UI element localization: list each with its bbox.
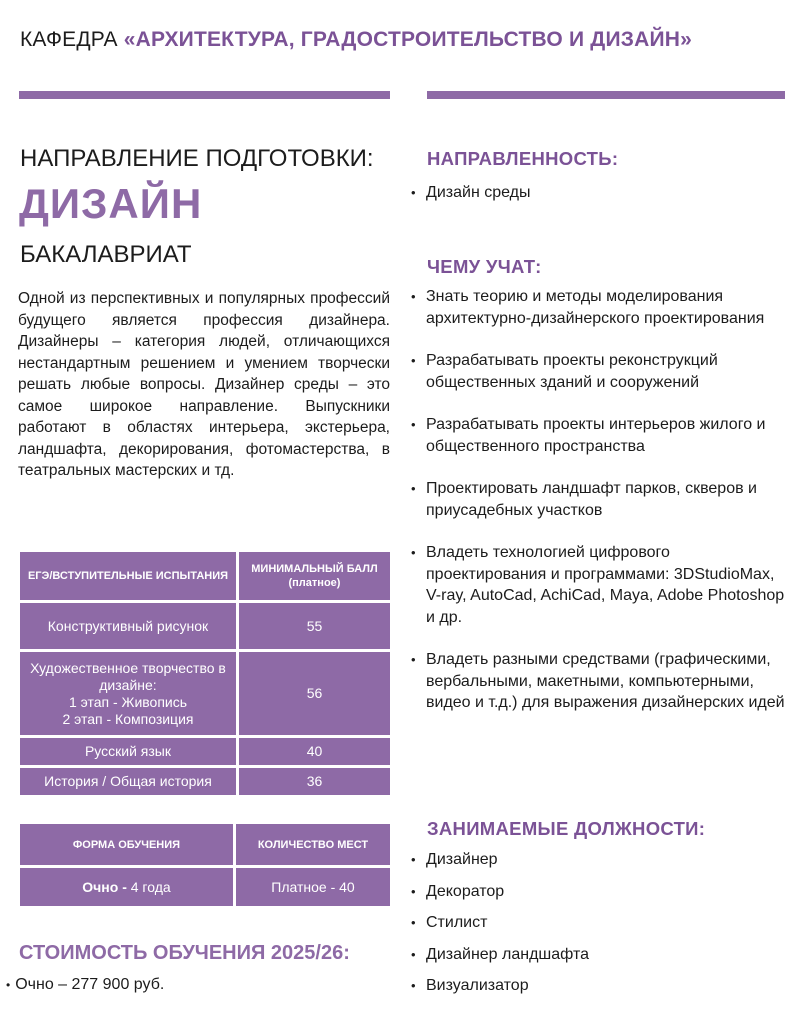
exams-table-header — [19, 551, 392, 602]
list-item: • Визуализатор — [411, 975, 791, 997]
table-row — [19, 737, 392, 767]
header-prefix: КАФЕДРА — [20, 28, 118, 51]
list-item: • Разрабатывать проекты интерьеров жилого и общественного пространства — [411, 414, 791, 457]
form-header-places: КОЛИЧЕСТВО МЕСТ — [234, 823, 391, 867]
program-label: НАПРАВЛЕНИЕ ПОДГОТОВКИ: — [20, 145, 374, 172]
program-name: ДИЗАЙН — [19, 180, 203, 227]
list-item: • Владеть разными средствами (графическими, вербальными, макетными, компьютерными, видео и т.д.) для выражения дизайнерских идей — [411, 649, 791, 714]
list-item: • Дизайн среды — [411, 182, 791, 204]
divider-right — [427, 91, 785, 99]
study-form-duration: 4 года — [126, 878, 171, 895]
list-item: • Знать теорию и методы моделирования архитектурно-дизайнерского проектирования — [411, 286, 791, 329]
exam-score: 36 — [237, 767, 391, 797]
table-row — [19, 651, 392, 737]
exam-score: 56 — [237, 651, 391, 737]
exams-table — [17, 549, 393, 798]
page-header — [20, 28, 692, 52]
cost-value: Очно – 277 900 руб. — [15, 976, 165, 993]
department-name: «АРХИТЕКТУРА, ГРАДОСТРОИТЕЛЬСТВО И ДИЗАЙН» — [123, 28, 693, 51]
table-row — [19, 767, 392, 797]
exam-name: Русский язык — [19, 737, 238, 767]
program-description: Одной из перспективных и популярных профессий будущего является профессия дизайнера. Дизайнеры – категория людей, отличающихся нестандартным решением и умением творчески решать любые вопросы. Дизайнер среды – это самое широкое направление. Выпускники работают в областях интерьера, экстерьера, ландшафта, декорирования, фотомастерства, в театральных мастерских и тд. — [18, 290, 390, 479]
list-item: • Владеть технологией цифрового проектирования и программами: 3DStudioMax, V-ray, AutoCad, AchiCad, Maya, Adobe Photoshop и др. — [411, 542, 791, 628]
places-count: Платное - 40 — [234, 867, 391, 908]
teach-title: ЧЕМУ УЧАТ: — [427, 256, 542, 277]
list-item: • Стилист — [411, 912, 791, 934]
focus-list — [411, 182, 791, 204]
exam-score: 55 — [237, 602, 391, 651]
list-item: • Декоратор — [411, 881, 791, 903]
list-item: • Разрабатывать проекты реконструкций общественных зданий и сооружений — [411, 350, 791, 393]
study-form — [19, 867, 235, 908]
focus-title: НАПРАВЛЕННОСТЬ: — [427, 148, 619, 169]
teach-list — [411, 286, 791, 714]
exam-score: 40 — [237, 737, 391, 767]
form-header-form: ФОРМА ОБУЧЕНИЯ — [19, 823, 235, 867]
exams-header-score: МИНИМАЛЬНЫЙ БАЛЛ (платное) — [237, 551, 391, 602]
exams-header-exam: ЕГЭ/ВСТУПИТЕЛЬНЫЕ ИСПЫТАНИЯ — [19, 551, 238, 602]
exam-name: Конструктивный рисунок — [19, 602, 238, 651]
bullet-icon: • — [6, 978, 11, 992]
degree-level: БАКАЛАВРИАТ — [20, 241, 192, 268]
list-item: • Дизайнер ландшафта — [411, 944, 791, 966]
divider-left — [19, 91, 390, 99]
study-form-table — [17, 821, 393, 909]
form-table-header — [19, 823, 392, 867]
table-row — [19, 602, 392, 651]
exam-name: История / Общая история — [19, 767, 238, 797]
study-form-type: Очно - — [82, 878, 127, 895]
cost-item — [6, 976, 164, 994]
list-item: • Дизайнер — [411, 849, 791, 871]
list-item: • Проектировать ландшафт парков, скверов и приусадебных участков — [411, 478, 791, 521]
table-row — [19, 867, 392, 908]
exam-name: Художественное творчество в дизайне: 1 этап - Живопись 2 этап - Композиция — [19, 651, 238, 737]
positions-title: ЗАНИМАЕМЫЕ ДОЛЖНОСТИ: — [427, 818, 706, 839]
positions-list — [411, 849, 791, 997]
cost-title: СТОИМОСТЬ ОБУЧЕНИЯ 2025/26: — [19, 942, 350, 964]
